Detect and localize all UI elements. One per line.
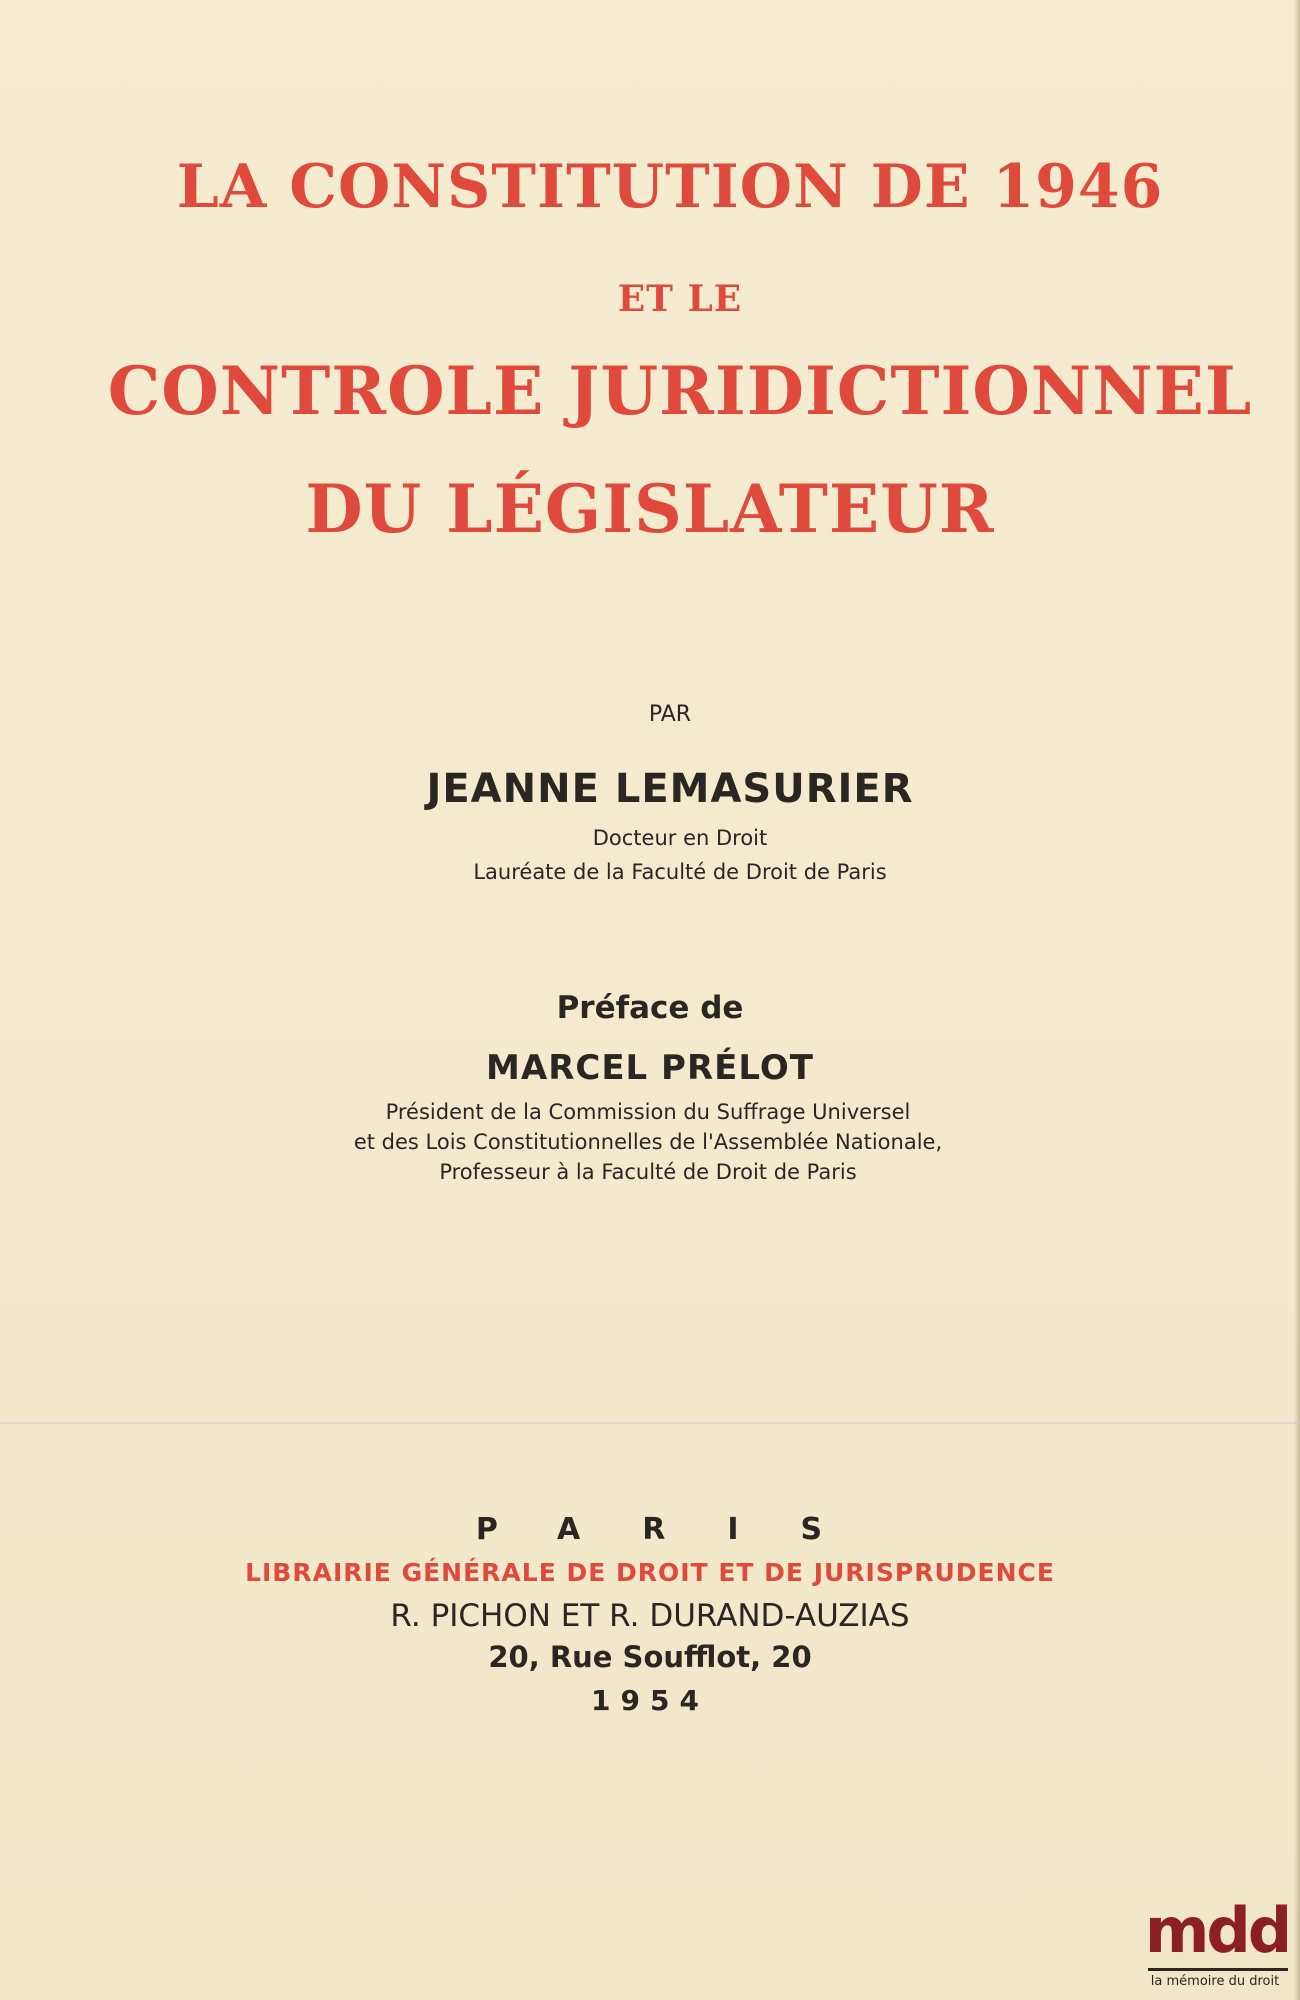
author-name: JEANNE LEMASURIER <box>426 766 914 812</box>
preface-credential-2: et des Lois Constitutionnelles de l'Assemblée Nationale, <box>353 1130 943 1154</box>
publisher-address: 20, Rue Soufflot, 20 <box>488 1640 812 1674</box>
preface-credential-1: Président de la Commission du Suffrage Universel <box>385 1100 911 1124</box>
watermark-underline <box>1148 1968 1288 1971</box>
publisher-city: PARIS <box>475 1512 885 1547</box>
watermark-logo <box>1130 1896 1300 2000</box>
publisher-name: LIBRAIRIE GÉNÉRALE DE DROIT ET DE JURISPRUDENCE <box>245 1558 1055 1587</box>
title-line-2: ET LE <box>617 278 743 320</box>
title-line-1: LA CONSTITUTION DE 1946 <box>176 152 1164 222</box>
page-fold-line <box>0 1422 1300 1424</box>
author-credential-2: Lauréate de la Faculté de Droit de Paris <box>473 860 887 884</box>
author-credential-1: Docteur en Droit <box>592 826 768 850</box>
publication-year: 1954 <box>591 1684 709 1717</box>
preface-author-name: MARCEL PRÉLOT <box>486 1048 814 1088</box>
title-line-3: CONTROLE JURIDICTIONNEL <box>107 352 1253 430</box>
preface-credential-3: Professeur à la Faculté de Droit de Paris <box>439 1160 857 1184</box>
watermark-text: la mémoire du droit <box>1150 1974 1280 1989</box>
by-label: PAR <box>648 702 692 727</box>
title-line-4: DU LÉGISLATEUR <box>305 470 995 548</box>
publisher-proprietors: R. PICHON ET R. DURAND-AUZIAS <box>390 1598 910 1634</box>
watermark-mark: mdd <box>1144 1894 1290 1967</box>
preface-label: Préface de <box>556 990 744 1026</box>
